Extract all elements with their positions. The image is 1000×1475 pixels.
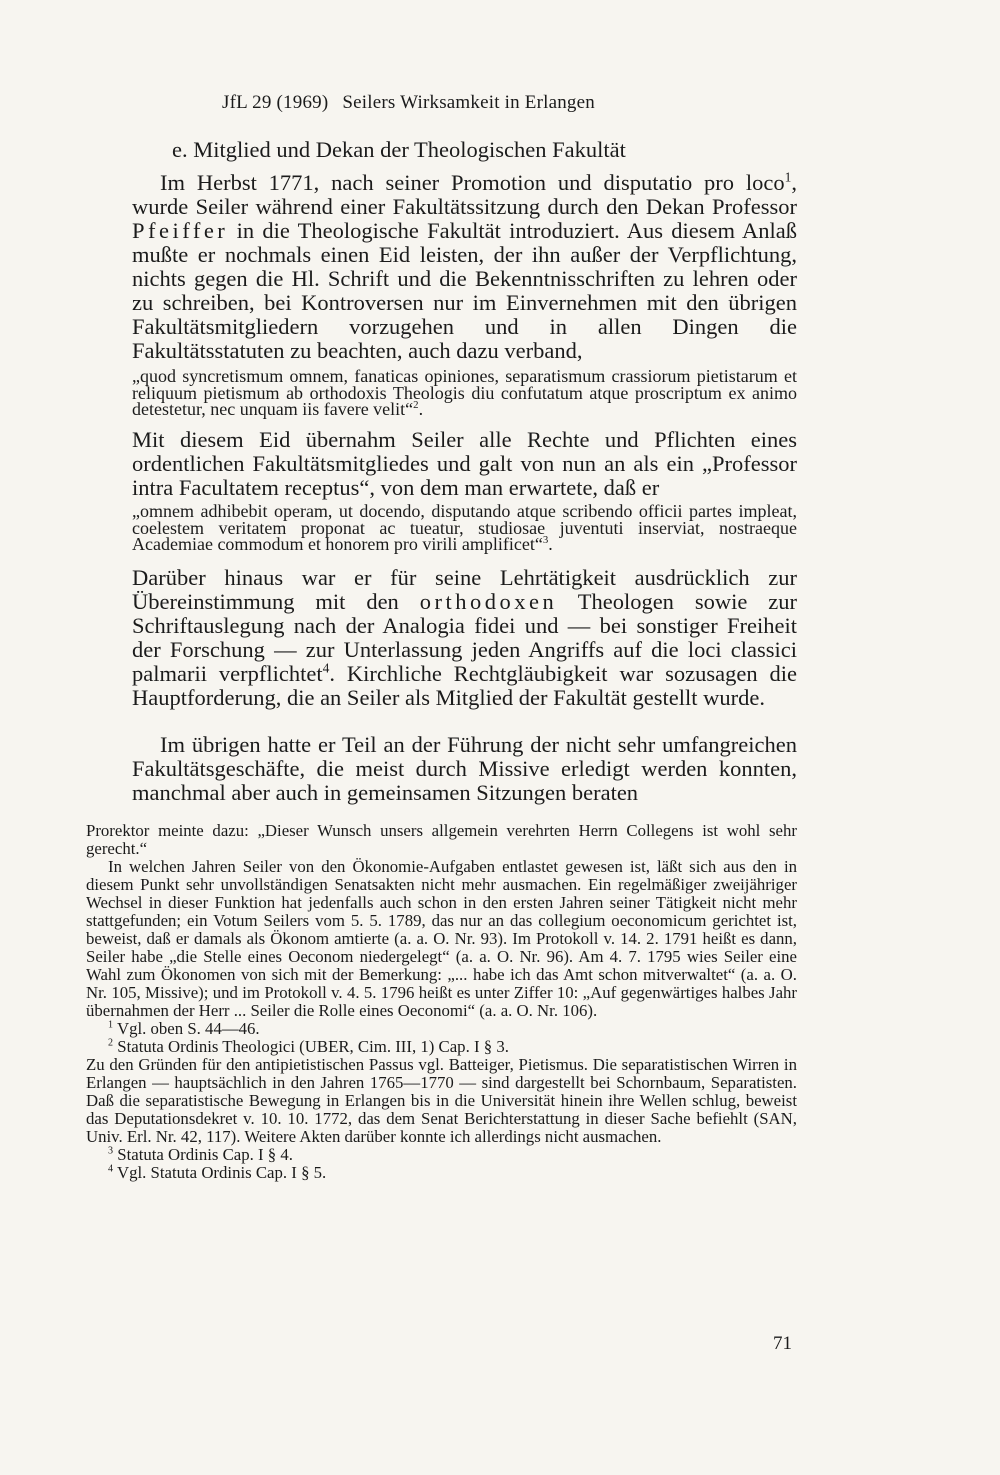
section-heading: e. Mitglied und Dekan der Theologischen Fakultät [172, 137, 626, 162]
spaced-name: Pfeiffer [132, 218, 229, 243]
footnote-ref-3: 3 [542, 534, 549, 547]
footnote-continued-2 [86, 858, 797, 1020]
footnote-mark: 3 [108, 1145, 114, 1157]
footnote-text: Statuta Ordinis Cap. I § 4. [117, 1145, 293, 1164]
paragraph-4 [132, 733, 797, 805]
paragraph-1-text-c: in die Theologische Fakultät introduziert. Aus diesem Anlaß mußte er nochmals einen Eid leisten, der ihn außer der Verpflichtung, nichts gegen die Hl. Schrift und die Bekenntnisschriften zu lehren oder zu schreiben, bei Kontroversen nur im Einvernehmen mit den übrigen Fakultätsmitgliedern vorzugehen und in allen Dingen die Fakultätsstatuten zu beachten, auch dazu verband, [132, 218, 797, 363]
footnotes [86, 822, 797, 1182]
quotation-2-text: „omnem adhibebit operam, ut docendo, disputando atque scribendo officii partes impleat, coelestem veritatem proponat ac tueatur, studiosae juventuti inserviat, nostraeque Academiae commodum et honorem pro virili amplificet“ [132, 501, 797, 555]
page-number: 71 [773, 1333, 792, 1354]
journal-reference: JfL 29 (1969) [222, 92, 329, 113]
quotation-1-end: . [418, 399, 424, 420]
paragraph-3-text-a: Darüber hinaus war er für seine Lehrtätigkeit ausdrücklich zur Übereinstimmung mit den [132, 565, 797, 614]
footnote-ref-4: 4 [322, 660, 330, 676]
paragraph-4-text: Im übrigen hatte er Teil an der Führung der nicht sehr umfangreichen Fakultätsgeschäfte, die meist durch Missive erledigt werden konnten, manchmal aber auch in gemeinsamen Sitzungen beraten [132, 732, 797, 805]
running-title: Seilers Wirksamkeit in Erlangen [342, 92, 595, 113]
footnote-item [86, 1146, 797, 1164]
quotation-2 [132, 503, 797, 553]
paragraph-3-text-b: Theologen sowie zur Schriftauslegung nach der Analogia fidei und — bei sonstiger Freiheit der Forschung — zur Unterlassung jeden Angriffs auf die loci classici palmarii verpflichtet [132, 589, 797, 686]
footnote-mark: 2 [108, 1037, 114, 1049]
paragraph-1 [132, 171, 797, 363]
footnote-item [86, 1038, 797, 1056]
paragraph-3-text-c: . Kirchliche Rechtgläubigkeit war sozusagen die Hauptforderung, die an Seiler als Mitglied der Fakultät gestellt wurde. [132, 661, 797, 710]
footnote-text: Statuta Ordinis Theologici (UBER, Cim. III, 1) Cap. I § 3. [117, 1037, 509, 1056]
quotation-1-text: „quod syncretismum omnem, fanaticas opiniones, separatismum crassiorum pietistarum et reliquum pietismum ab orthodoxis Theologis diu confutatum atque proscriptum ex animo detestetur, nec unquam iis favere velit“ [132, 366, 797, 420]
paragraph-2-text: Mit diesem Eid übernahm Seiler alle Rechte und Pflichten eines ordentlichen Fakultätsmitgliedes und galt von nun an als ein „Professor intra Facultatem receptus“, von dem man erwartete, daß er [132, 427, 797, 500]
paragraph-1-text-a: Im Herbst 1771, nach seiner Promotion und disputatio pro loco [160, 170, 785, 195]
footnote-item [86, 1056, 797, 1146]
paragraph-1-text-b: , wurde Seiler während einer Fakultätssitzung durch den Dekan Professor [132, 170, 797, 219]
footnote-mark: 1 [108, 1019, 114, 1031]
footnote-continued-1: Prorektor meinte dazu: „Dieser Wunsch unsers allgemein verehrten Herrn Collegens ist wohl sehr gerecht.“ [86, 821, 797, 858]
footnote-text: Vgl. Statuta Ordinis Cap. I § 5. [116, 1163, 327, 1182]
footnote-mark: 4 [108, 1163, 114, 1175]
spaced-word: orthodoxen [419, 589, 558, 614]
paragraph-3 [132, 566, 797, 710]
footnote-text: Zu den Gründen für den antipietistischen Passus vgl. Batteiger, Pietismus. Die separatistischen Wirren in Erlangen — hauptsächlich in den Jahren 1765—1770 — sind dargestellt bei Schornbaum, Separatisten. Daß die separatistische Bewegung in Erlangen bis in die Universität hinein ihre Wellen schlug, beweist das Deputationsdekret v. 10. 10. 1772, das dem Senat Berichterstattung in dieser Sache befiehlt (SAN, Univ. Erl. Nr. 42, 117). Weitere Akten darüber konnte ich allerdings nicht ausmachen. [86, 1055, 797, 1146]
quotation-2-end: . [548, 534, 553, 555]
footnote-text: Vgl. oben S. 44—46. [116, 1019, 260, 1038]
footnote-item [86, 1020, 797, 1038]
paragraph-2 [132, 428, 797, 500]
footnote-continued-2-text: In welchen Jahren Seiler von den Ökonomie-Aufgaben entlastet gewesen ist, läßt sich aus den in diesem Punkt sehr unvollständigen Senatsakten nicht mehr ausmachen. Ein regelmäßiger zweijähriger Wechsel in dieser Funktion hat jedenfalls auch schon in den ersten Jahren seiner Tätigkeit nicht mehr stattgefunden; ein Votum Seilers vom 5. 5. 1789, das nur an das collegium oeconomicum gerichtet ist, beweist, daß er damals als Ökonom amtierte (a. a. O. Nr. 93). Im Protokoll v. 14. 2. 1791 heißt es dann, Seiler habe „die Stelle eines Oeconom niedergelegt“ (a. a. O. Nr. 96). Am 4. 7. 1795 wies Seiler eine Wahl zum Ökonomen von sich mit der Bemerkung: „... habe ich das Amt schon mitverwaltet“ (a. a. O. Nr. 105, Missive); und im Protokoll v. 4. 5. 1796 heißt es unter Ziffer 10: „Auf gegenwärtiges halbes Jahr übernahmen der Herr ... Seiler die Rolle eines Oeconomi“ (a. a. O. Nr. 106). [86, 857, 797, 1020]
footnote-item [86, 1164, 797, 1182]
running-head [222, 92, 595, 114]
quotation-1 [132, 368, 797, 418]
footnote-ref-2: 2 [413, 399, 419, 412]
footnote-ref-1: 1 [784, 169, 792, 185]
